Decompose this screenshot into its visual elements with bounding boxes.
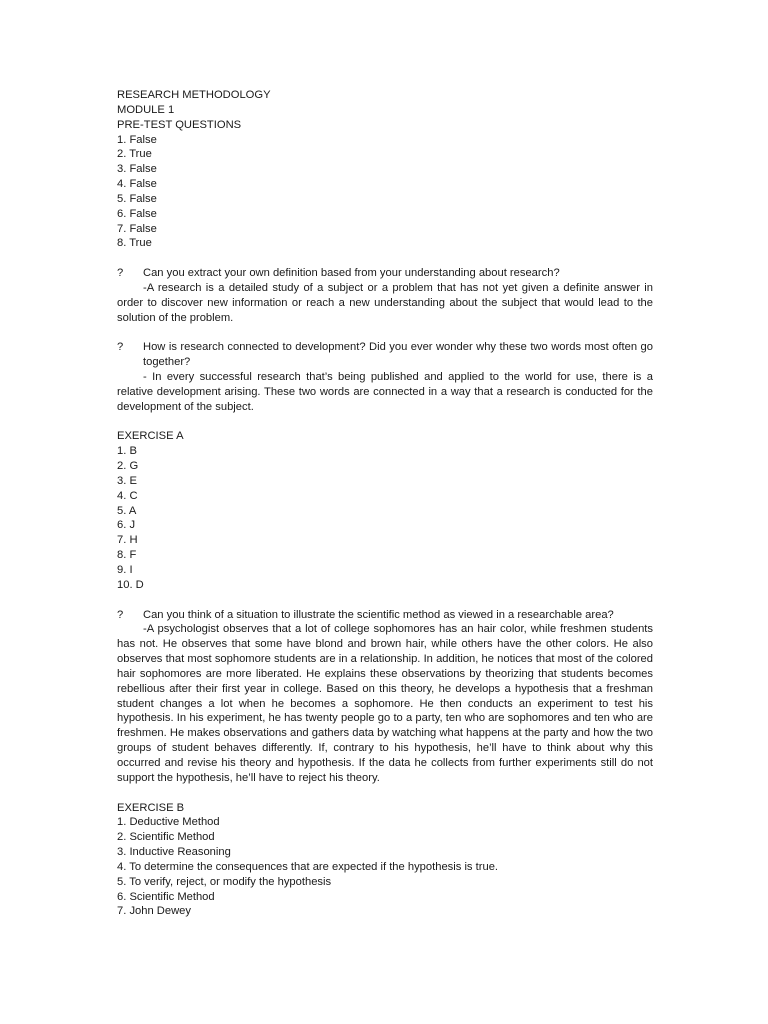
list-item: 5. False — [117, 192, 157, 205]
question-1 — [117, 266, 653, 281]
question-mark-bullet: ? — [117, 608, 124, 621]
list-item: 4. C — [117, 489, 138, 502]
list-item: 4. To determine the consequences that are expected if the hypothesis is true. — [117, 860, 499, 873]
pretest-answer-list — [117, 133, 653, 252]
question-mark-bullet: ? — [117, 341, 124, 354]
spacer — [117, 326, 653, 341]
exercise-b-heading: EXERCISE B — [117, 801, 185, 814]
spacer — [117, 786, 653, 801]
list-item: 7. False — [117, 222, 157, 235]
answer-text: - In every successful research that’s being published and applied to the world for use, there is a relative development arising. These two words are connected in a way that a research is conducted for the development of the subject. — [117, 371, 653, 413]
answer-text: -A research is a detailed study of a subject or a problem that has not yet given a definite answer in order to discover new information or reach a new understanding about the subject that would lead to the solution of the problem. — [117, 281, 653, 324]
list-item: 6. False — [117, 207, 157, 220]
exercise-a-heading: EXERCISE A — [117, 430, 184, 443]
question-block-3 — [117, 608, 653, 786]
list-item: 3. Inductive Reasoning — [117, 846, 231, 859]
exercise-a-answer-list — [117, 444, 653, 592]
pretest-heading: PRE-TEST QUESTIONS — [117, 118, 242, 131]
question-text: Can you extract your own definition based from your understanding about research? — [143, 267, 560, 280]
list-item: 8. F — [117, 549, 137, 562]
spacer — [117, 593, 653, 608]
list-item: 1. B — [117, 445, 137, 458]
document-page — [117, 88, 653, 919]
list-item: 6. J — [117, 519, 136, 532]
list-item: 2. True — [117, 148, 152, 161]
spacer — [117, 415, 653, 430]
question-3 — [117, 608, 653, 623]
list-item: 5. To verify, reject, or modify the hypothesis — [117, 875, 332, 888]
list-item: 5. A — [117, 504, 137, 517]
list-item: 4. False — [117, 178, 157, 191]
list-item: 3. E — [117, 474, 137, 487]
question-text: Can you think of a situation to illustrate the scientific method as viewed in a researchable area? — [143, 608, 614, 621]
question-block-2 — [117, 340, 653, 414]
question-text: How is research connected to development? Did you ever wonder why these two words most often go together? — [143, 341, 653, 369]
question-block-1 — [117, 266, 653, 325]
module-label: MODULE 1 — [117, 103, 175, 116]
list-item: 7. H — [117, 534, 138, 547]
list-item: 7. John Dewey — [117, 905, 192, 918]
list-item: 3. False — [117, 163, 157, 176]
list-item: 6. Scientific Method — [117, 890, 215, 903]
document-title: RESEARCH METHODOLOGY — [117, 89, 271, 101]
list-item: 10. D — [117, 578, 144, 591]
exercise-b-answer-list — [117, 815, 653, 919]
list-item: 1. Deductive Method — [117, 816, 220, 829]
answer-text: -A psychologist observes that a lot of college sophomores has an hair color, while freshmen students has not. He observes that some have blond and brown hair, while others have the other colors. He also observes that most sophomore students are in a relationship. In addition, he notices that most of the colored hair sophomores are more liberated. He explains these observations by theorizing that students becomes rebellious after their first year in college. Based on this theory, he develops a hypothesis that a freshman student changes a lot when he becomes a sophomore. He then conducts an experiment to test his hypothesis. In his experiment, he has twenty people go to a party, ten who are sophomores and ten who are freshmen. He makes observations and gathers data by watching what happens at the party and how the two groups of student behaves differently. If, contrary to his hypothesis, he’ll have to think about why this occurred and revise his theory and hypothesis. If the data he collects from further experiments still do not support the hypothesis, he’ll have to reject his theory. — [117, 623, 653, 784]
list-item: 2. Scientific Method — [117, 831, 215, 844]
list-item: 9. I — [117, 564, 133, 576]
list-item: 2. G — [117, 460, 139, 473]
spacer — [117, 251, 653, 266]
question-2 — [117, 340, 653, 370]
list-item: 1. False — [117, 133, 157, 146]
question-mark-bullet: ? — [117, 267, 124, 280]
list-item: 8. True — [117, 237, 152, 250]
